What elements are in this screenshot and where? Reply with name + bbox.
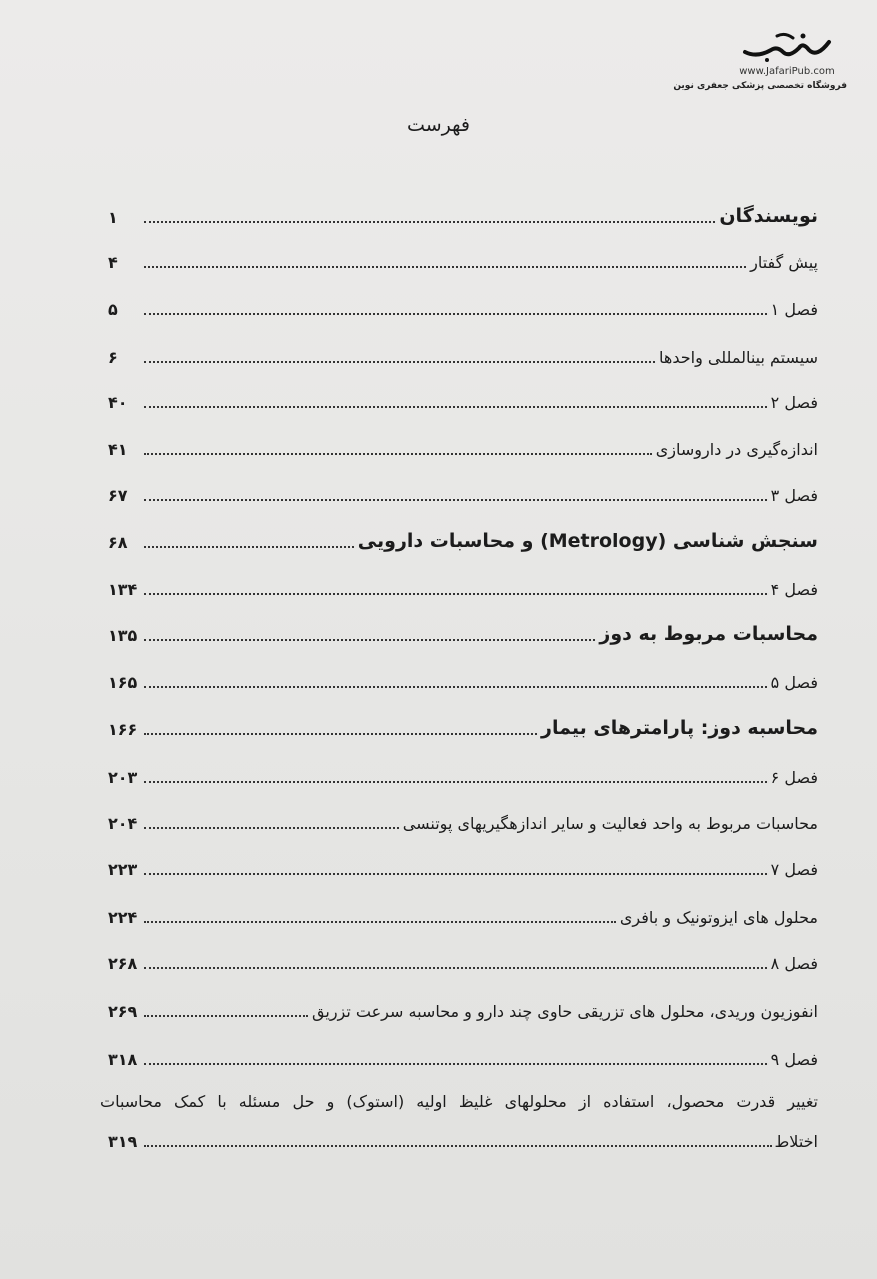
toc-leader-dots bbox=[144, 313, 767, 315]
toc-entry-title: فصل ۴ bbox=[770, 580, 818, 599]
toc-entry-title: اندازه‌گیری در داروسازی bbox=[655, 440, 818, 459]
toc-entry-page: ۲۲۳ bbox=[108, 860, 138, 879]
toc-entry bbox=[108, 665, 818, 693]
publisher-url: www.JafariPub.com bbox=[739, 66, 835, 77]
toc-leader-dots bbox=[144, 1145, 772, 1147]
toc-entry-page: ۵ bbox=[108, 300, 118, 319]
toc-entry-title: سنجش شناسی (Metrology) و محاسبات دارویی bbox=[357, 530, 818, 552]
toc-entry-page: ۱ bbox=[108, 208, 118, 227]
toc-entry-title: نویسندگان bbox=[719, 205, 818, 227]
toc-entry-title: فصل ۱ bbox=[770, 300, 818, 319]
toc-leader-dots bbox=[144, 827, 399, 829]
toc-entry bbox=[108, 525, 818, 553]
toc-entry-title: فصل ۶ bbox=[770, 768, 818, 787]
toc-entry-last-line1: تغییر قدرت محصول، استفاده از محلولهای غلیظ اولیه (استوک) و حل مسئله با کمک محاسبات bbox=[100, 1092, 818, 1111]
toc-leader-dots bbox=[144, 266, 746, 268]
toc-entry-title: محاسبه دوز: پارامترهای بیمار bbox=[541, 717, 818, 739]
toc-leader-dots bbox=[144, 546, 354, 548]
toc-entry-page: ۶۸ bbox=[108, 533, 128, 552]
toc-leader-dots bbox=[144, 453, 652, 455]
toc-entry bbox=[108, 340, 818, 368]
toc-entry-title: پیش گفتار bbox=[750, 253, 818, 272]
toc-leader-dots bbox=[144, 967, 767, 969]
toc-entry-page: ۲۰۴ bbox=[108, 814, 138, 833]
toc-entry bbox=[108, 292, 818, 320]
toc-entry bbox=[108, 806, 818, 834]
toc-entry-page: ۱۳۵ bbox=[108, 626, 138, 645]
toc-entry-title: فصل ۹ bbox=[770, 1050, 818, 1069]
page-title: فهرست bbox=[407, 114, 470, 136]
toc-entry-title: انفوزیون وریدی، محلول های تزریقی حاوی چند دارو و محاسبه سرعت تزریق bbox=[312, 1002, 818, 1021]
toc-entry-title: فصل ۳ bbox=[770, 486, 818, 505]
toc-entry bbox=[108, 852, 818, 880]
toc-entry-page: ۶۷ bbox=[108, 486, 128, 505]
toc-leader-dots bbox=[144, 733, 537, 735]
toc-entry-last bbox=[108, 1124, 818, 1152]
toc-entry-title: فصل ۵ bbox=[770, 673, 818, 692]
toc-entry-page: ۲۶۹ bbox=[108, 1002, 138, 1021]
toc-entry-page: ۴ bbox=[108, 253, 118, 272]
toc-entry-title: سیستم بینالمللی واحدها bbox=[659, 348, 818, 367]
toc-entry bbox=[108, 900, 818, 928]
toc-leader-dots bbox=[144, 873, 767, 875]
toc-entry bbox=[108, 478, 818, 506]
toc-entry-page: ۶ bbox=[108, 348, 118, 367]
toc-entry-title: اختلاط bbox=[774, 1132, 818, 1151]
toc-entry-page: ۱۶۵ bbox=[108, 673, 138, 692]
toc-entry bbox=[108, 200, 818, 228]
toc-entry bbox=[108, 572, 818, 600]
toc-entry bbox=[108, 618, 818, 646]
toc-leader-dots bbox=[144, 499, 767, 501]
toc-leader-dots bbox=[144, 361, 655, 363]
toc-entry-title: محلول های ایزوتونیک و بافری bbox=[619, 908, 818, 927]
toc-leader-dots bbox=[144, 1015, 308, 1017]
toc-entry-page: ۲۰۳ bbox=[108, 768, 138, 787]
toc-entry-title: فصل ۸ bbox=[770, 954, 818, 973]
toc-entry bbox=[108, 245, 818, 273]
toc-entry bbox=[108, 432, 818, 460]
toc-entry bbox=[108, 385, 818, 413]
toc-entry-page: ۲۲۴ bbox=[108, 908, 138, 927]
toc-entry bbox=[108, 1042, 818, 1070]
toc-leader-dots bbox=[144, 406, 767, 408]
publisher-tagline: فروشگاه تخصصی پزشکی جعفری نوین bbox=[673, 81, 847, 91]
toc-entry-page: ۱۶۶ bbox=[108, 720, 138, 739]
toc-entry-title: فصل ۲ bbox=[770, 393, 818, 412]
toc-leader-dots bbox=[144, 1063, 767, 1065]
toc-entry bbox=[108, 946, 818, 974]
toc-entry-page: ۳۱۹ bbox=[108, 1132, 138, 1151]
toc-entry-page: ۴۱ bbox=[108, 440, 128, 459]
toc-entry-page: ۳۱۸ bbox=[108, 1050, 138, 1069]
toc-leader-dots bbox=[144, 221, 715, 223]
toc-leader-dots bbox=[144, 781, 767, 783]
toc-entry-title: محاسبات مربوط به دوز bbox=[599, 623, 818, 645]
toc-leader-dots bbox=[144, 686, 767, 688]
toc-entry-page: ۱۳۴ bbox=[108, 580, 138, 599]
toc-entry-page: ۴۰ bbox=[108, 393, 128, 412]
toc-entry bbox=[108, 712, 818, 740]
toc-entry bbox=[108, 760, 818, 788]
toc-entry-title: فصل ۷ bbox=[770, 860, 818, 879]
toc-entry-page: ۲۶۸ bbox=[108, 954, 138, 973]
toc-entry bbox=[108, 994, 818, 1022]
toc-leader-dots bbox=[144, 593, 767, 595]
toc-leader-dots bbox=[144, 639, 595, 641]
toc-leader-dots bbox=[144, 921, 616, 923]
toc-entry-title: محاسبات مربوط به واحد فعالیت و سایر اندازهگیریهای پوتنسی bbox=[402, 814, 818, 833]
